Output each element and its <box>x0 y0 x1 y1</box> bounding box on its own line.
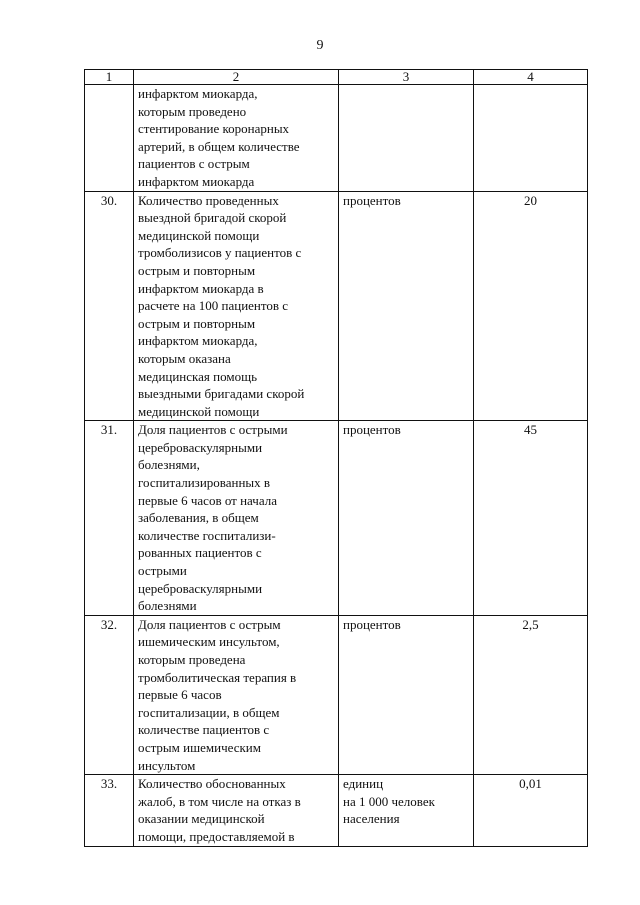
indicator-name-cell <box>134 191 339 421</box>
indicator-name-line: жалоб, в том числе на отказ в <box>138 793 301 809</box>
indicator-name-line: госпитализированных в <box>138 475 271 491</box>
indicator-name-line: Доля пациентов с острыми <box>138 422 288 438</box>
unit-cell <box>339 191 474 421</box>
indicator-name-line: первые 6 часов <box>138 687 222 703</box>
unit-cell <box>339 615 474 774</box>
indicator-name-line: медицинской помощи <box>138 227 260 243</box>
unit-cell <box>339 421 474 616</box>
indicator-name-line: инфарктом миокарда <box>138 173 255 189</box>
indicator-name-line: количестве госпитализи- <box>138 527 276 543</box>
unit-line: процентов <box>343 616 401 632</box>
indicator-name-line: артерий, в общем количестве <box>138 138 300 154</box>
indicator-name-line: острым и повторным <box>138 262 256 278</box>
indicator-name-line: пациентов с острым <box>138 156 250 172</box>
indicator-name-line: стентирование коронарных <box>138 121 290 137</box>
indicator-name-line: ишемическим инсультом, <box>138 634 280 650</box>
row-number-cell <box>85 775 134 847</box>
value-cell <box>474 85 588 192</box>
value-cell <box>474 615 588 774</box>
indicator-name-line: рованных пациентов с <box>138 545 262 561</box>
unit-line: процентов <box>343 192 401 208</box>
row-number: 31. <box>100 422 118 438</box>
header-col-2: 2 <box>134 70 339 85</box>
indicator-name-line: Количество обоснованных <box>138 776 286 792</box>
unit-line: населения <box>343 811 400 827</box>
indicator-name-line: которым проведено <box>138 103 247 119</box>
unit-line: на 1 000 человек <box>343 793 435 809</box>
row-number: 33. <box>100 776 118 792</box>
header-row <box>85 70 588 85</box>
indicator-name-line: заболевания, в общем <box>138 510 259 526</box>
indicators-table <box>84 69 588 847</box>
header-col-4: 4 <box>474 70 588 85</box>
table-row <box>85 85 588 192</box>
indicator-name-line: инфарктом миокарда в <box>138 280 264 296</box>
indicator-name-line: количестве пациентов с <box>138 722 270 738</box>
unit-line: процентов <box>343 422 401 438</box>
table-row <box>85 421 588 616</box>
value-cell <box>474 775 588 847</box>
indicator-name-line: Количество проведенных <box>138 192 279 208</box>
indicator-name-line: цереброваскулярными <box>138 439 263 455</box>
indicator-name-line: первые 6 часов от начала <box>138 492 277 508</box>
indicator-name-line: острыми <box>138 563 187 579</box>
page-number: 9 <box>316 38 324 53</box>
row-number: 32. <box>100 616 118 632</box>
header-col-3: 3 <box>339 70 474 85</box>
unit-cell <box>339 85 474 192</box>
table-body <box>85 85 588 847</box>
indicator-name-line: которым проведена <box>138 652 246 667</box>
indicator-name-line: цереброваскулярными <box>138 580 263 596</box>
table-header <box>85 70 588 85</box>
indicator-name-line: тромболизисов у пациентов с <box>138 245 302 261</box>
indicator-name-line: тромболитическая терапия в <box>138 669 297 685</box>
indicator-name-line: Доля пациентов с острым <box>138 616 281 632</box>
target-value: 0,01 <box>519 776 542 792</box>
indicator-name-line: которым оказана <box>138 350 231 366</box>
value-cell <box>474 421 588 616</box>
indicator-name-line: выездными бригадами скорой <box>138 386 305 402</box>
unit-cell <box>339 775 474 847</box>
indicator-name-line: инсультом <box>138 757 196 773</box>
indicator-name-line: инфарктом миокарда, <box>138 86 258 101</box>
row-number-cell <box>85 85 134 192</box>
target-value: 2,5 <box>522 616 539 632</box>
indicator-name-line: инфарктом миокарда, <box>138 333 258 349</box>
indicator-name-line: болезнями, <box>138 457 200 473</box>
indicator-name-cell <box>134 85 339 192</box>
row-number-cell <box>85 191 134 421</box>
table-row <box>85 191 588 421</box>
indicator-name-line: оказании медицинской <box>138 811 265 827</box>
row-number-cell <box>85 421 134 616</box>
indicator-name-line: медицинская помощь <box>138 368 258 384</box>
indicator-name-line: помощи, предоставляемой в <box>138 828 295 844</box>
indicator-name-line: медицинской помощи <box>138 403 260 419</box>
indicator-name-line: госпитализации, в общем <box>138 704 280 720</box>
indicator-name-cell <box>134 615 339 774</box>
row-number: 30. <box>100 192 118 208</box>
row-number-cell <box>85 615 134 774</box>
table-row <box>85 775 588 847</box>
indicator-name-line: расчете на 100 пациентов с <box>138 298 289 314</box>
indicator-name-line: острым ишемическим <box>138 739 261 755</box>
indicator-name-cell <box>134 775 339 847</box>
target-value: 45 <box>524 422 537 438</box>
indicator-name-cell <box>134 421 339 616</box>
table-row <box>85 615 588 774</box>
header-col-1: 1 <box>85 70 134 85</box>
value-cell <box>474 191 588 421</box>
target-value: 20 <box>524 192 537 208</box>
indicator-name-line: острым и повторным <box>138 315 256 331</box>
indicator-name-line: болезнями <box>138 598 197 614</box>
unit-line: единиц <box>343 776 384 792</box>
indicator-name-line: выездной бригадой скорой <box>138 210 287 226</box>
